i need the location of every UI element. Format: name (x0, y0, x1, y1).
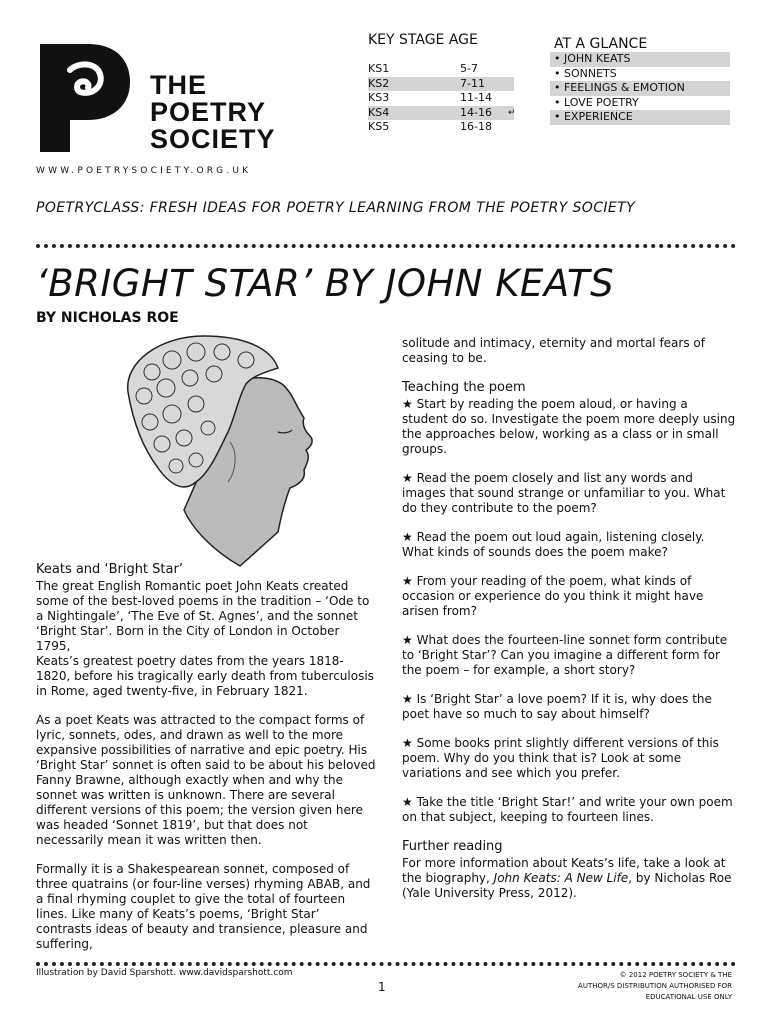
page-title: ‘BRIGHT STAR’ BY JOHN KEATS (36, 262, 615, 305)
key-stage-age: 7-11 (460, 76, 485, 90)
key-stage-age: 5-7 (460, 62, 478, 75)
key-stage-row (368, 91, 514, 106)
tagline: POETRYCLASS: FRESH IDEAS FOR POETRY LEARNING FROM THE POETRY SOCIETY (36, 200, 636, 216)
teaching-tip: ★ Take the title ‘Bright Star!’ and write your own poem on that subject, keeping to fourteen lines. (402, 795, 733, 824)
brand-line-2: POETRY (150, 97, 267, 127)
illustration-credit: Illustration by David Sparshott. www.davidsparshott.com (36, 968, 293, 978)
dotted-divider-bottom (36, 962, 736, 966)
section-heading-further-reading: Further reading (402, 839, 503, 854)
teaching-tip: ★ Read the poem closely and list any words and images that sound strange or unfamiliar to you. What do they contribute to the poem? (402, 471, 726, 515)
teaching-tip: ★ Read the poem out loud again, listening closely. What kinds of sounds does the poem make? (402, 530, 705, 559)
glance-item: • SONNETS (554, 66, 617, 80)
key-stage-age: 11-14 (460, 91, 492, 104)
website-url[interactable]: WWW.POETRYSOCIETY.ORG.UK (36, 166, 252, 176)
teaching-tip: ★ Is ‘Bright Star’ a love poem? If it is, why does the poet have so much to say about himself? (402, 692, 712, 721)
teaching-tip: ★ What does the fourteen-line sonnet form contribute to ‘Bright Star’? Can you imagine a different form for the poem – for example, a short story? (402, 633, 728, 677)
key-stage-label: KS3 (368, 91, 390, 104)
keats-portrait-illustration (100, 332, 336, 568)
brand-line-3: SOCIETY (150, 124, 276, 154)
brand-name (150, 72, 276, 153)
further-reading-post: , by Nicholas Roe (Yale University Press, 2012). (402, 871, 732, 900)
brand-line-1: THE (150, 70, 207, 100)
further-reading-pre: For more information about Keats’s life, take a look at the biography, (402, 856, 726, 885)
body-paragraph: As a poet Keats was attracted to the compact forms of lyric, sonnets, odes, and drawn as well to the more expansive possibilities of narrative and epic poetry. His ‘Bright Star’ sonnet is often said to be about his beloved Fanny Brawne, although exactly when and why the sonnet was written is unknown. There are several different versions of this poem; the version given here was headed ‘Sonnet 1819’, but that does not necessarily mean it was written then. (36, 713, 376, 847)
book-title: John Keats: A New Life (493, 871, 629, 885)
key-stage-row (368, 120, 514, 135)
copyright-notice (548, 970, 732, 1003)
copyright-line: AUTHOR/S DISTRIBUTION AUTHORISED FOR (578, 982, 732, 990)
section-heading-teaching: Teaching the poem (402, 380, 526, 395)
teaching-tip: ★ From your reading of the poem, what kinds of occasion or experience do you think it might have arisen from? (402, 574, 704, 618)
poetry-society-logo-icon (36, 40, 132, 152)
glance-item: • EXPERIENCE (550, 110, 730, 125)
key-stage-age: 14-16 (460, 105, 492, 119)
key-stage-label: KS4 (368, 105, 390, 119)
teaching-tip: ★ Some books print slightly different versions of this poem. Why do you think that is? Look at some variations and see which you prefer. (402, 736, 719, 780)
body-paragraph: Formally it is a Shakespearean sonnet, composed of three quatrains (or four-line verses) rhyming ABAB, and a final rhyming couplet to give the total of fourteen lines. Like many of Keats’s poems, ‘Bright Star’ contrasts ideas of beauty and transience, pleasure and suffering, (36, 862, 371, 951)
glance-item: • LOVE POETRY (554, 95, 639, 109)
glance-item: • FEELINGS & EMOTION (550, 81, 730, 96)
page-number: 1 (378, 980, 386, 994)
key-stage-label: KS5 (368, 120, 390, 133)
copyright-line: EDUCATIONAL USE ONLY (645, 993, 732, 1001)
teaching-tip: ★ Start by reading the poem aloud, or having a student do so. Investigate the poem more deeply using the approaches below, working as a class or in small groups. (402, 397, 736, 456)
body-paragraph: The great English Romantic poet John Keats created some of the best-loved poems in the tradition – ‘Ode to a Nightingale’, ‘The Eve of St. Agnes’, and the sonnet ‘Bright Star’. Born in the City of London in October 1795, (36, 579, 370, 653)
key-stage-title: KEY STAGE AGE (368, 32, 478, 48)
at-a-glance-list (550, 52, 730, 125)
key-stage-table (368, 62, 514, 135)
section-heading-keats: Keats and ‘Bright Star’ (36, 562, 183, 577)
dotted-divider-top (36, 244, 736, 248)
left-column (36, 562, 376, 952)
key-stage-row (368, 77, 514, 92)
right-column (402, 336, 736, 901)
key-stage-row (368, 106, 514, 121)
byline: BY NICHOLAS ROE (36, 310, 179, 326)
further-reading-text (402, 856, 736, 901)
copyright-line: © 2012 POETRY SOCIETY & THE (619, 971, 732, 979)
glance-item: • JOHN KEATS (550, 52, 730, 67)
body-paragraph: Keats’s greatest poetry dates from the years 1818-1820, before his tragically early death from tuberculosis in Rome, aged twenty-five, in February 1821. (36, 654, 374, 698)
at-a-glance-title: AT A GLANCE (554, 36, 648, 52)
key-stage-age: 16-18 (460, 120, 492, 133)
body-paragraph: solitude and intimacy, eternity and mortal fears of ceasing to be. (402, 336, 705, 365)
key-stage-row (368, 62, 514, 77)
return-mark: ↵ (508, 107, 516, 118)
key-stage-label: KS2 (368, 76, 390, 90)
key-stage-label: KS1 (368, 62, 390, 75)
